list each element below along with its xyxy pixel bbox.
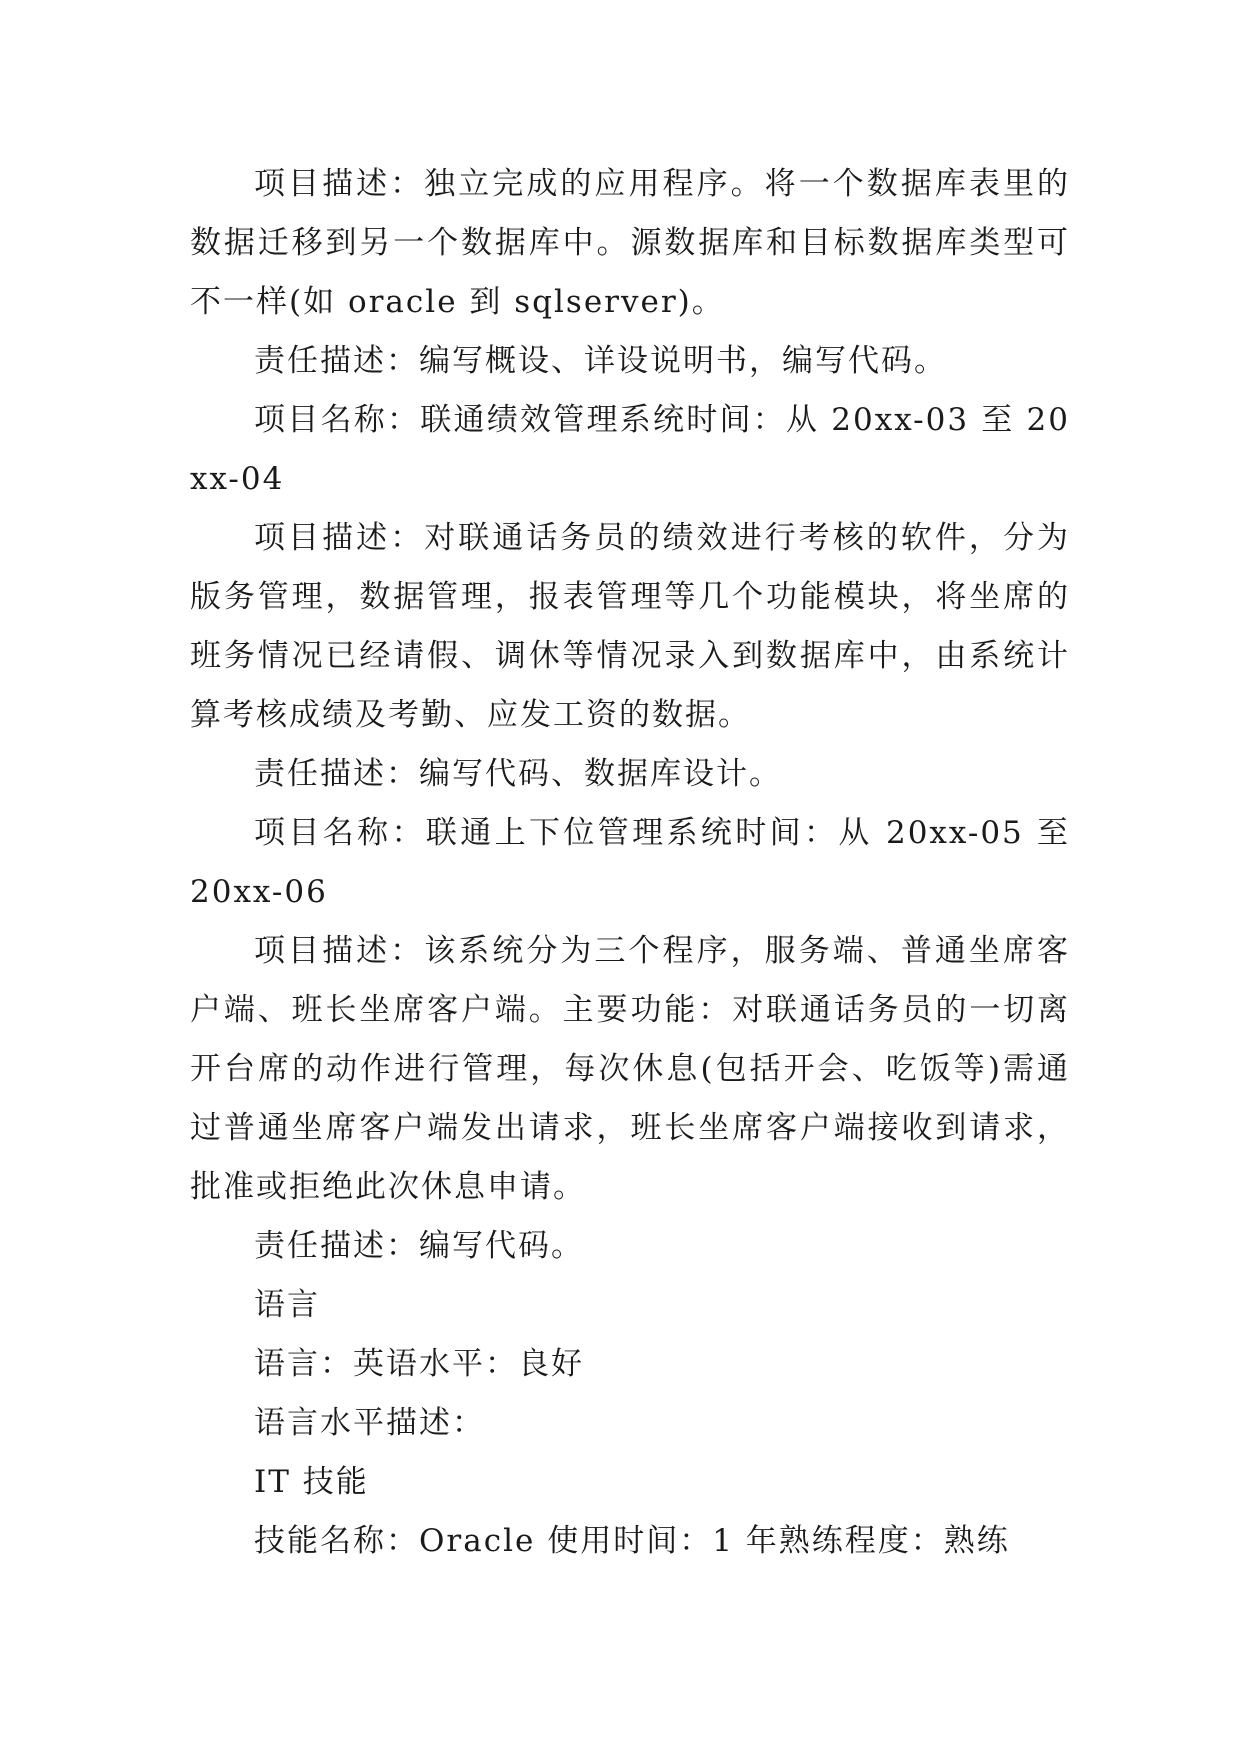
language-level-paragraph: 语言：英语水平：良好 <box>254 1346 584 1382</box>
project-name-paragraph: 项目名称：联通上下位管理系统时间：从 20xx-05 至 20xx-06 <box>190 815 1070 910</box>
responsibility-description-paragraph: 责任描述：编写代码。 <box>254 1228 584 1264</box>
project-description-paragraph: 项目描述：独立完成的应用程序。将一个数据库表里的数据迁移到另一个数据库中。源数据库和目标数据库类型可不一样(如 oracle 到 sqlserver)。 <box>190 166 1070 320</box>
responsibility-description-paragraph: 责任描述：编写代码、数据库设计。 <box>254 756 782 792</box>
project-name-paragraph: 项目名称：联通绩效管理系统时间：从 20xx-03 至 20xx-04 <box>190 402 1070 497</box>
responsibility-description-paragraph: 责任描述：编写概设、详设说明书，编写代码。 <box>254 343 947 379</box>
section-heading-it-skills: IT 技能 <box>254 1464 369 1500</box>
language-description-paragraph: 语言水平描述： <box>254 1405 485 1441</box>
section-heading-language: 语言 <box>254 1287 320 1323</box>
document-body <box>190 155 1070 1571</box>
project-description-paragraph: 项目描述：对联通话务员的绩效进行考核的软件，分为版务管理，数据管理，报表管理等几个功能模块，将坐席的班务情况已经请假、调休等情况录入到数据库中，由系统计算考核成绩及考勤、应发工资的数据。 <box>190 520 1070 733</box>
project-description-paragraph: 项目描述：该系统分为三个程序，服务端、普通坐席客户端、班长坐席客户端。主要功能：对联通话务员的一切离开台席的动作进行管理，每次休息(包括开会、吃饭等)需通过普通坐席客户端发出请求，班长坐席客户端接收到请求，批准或拒绝此次休息申请。 <box>190 933 1070 1205</box>
skill-paragraph: 技能名称：Oracle 使用时间：1 年熟练程度：熟练 <box>254 1523 1010 1559</box>
